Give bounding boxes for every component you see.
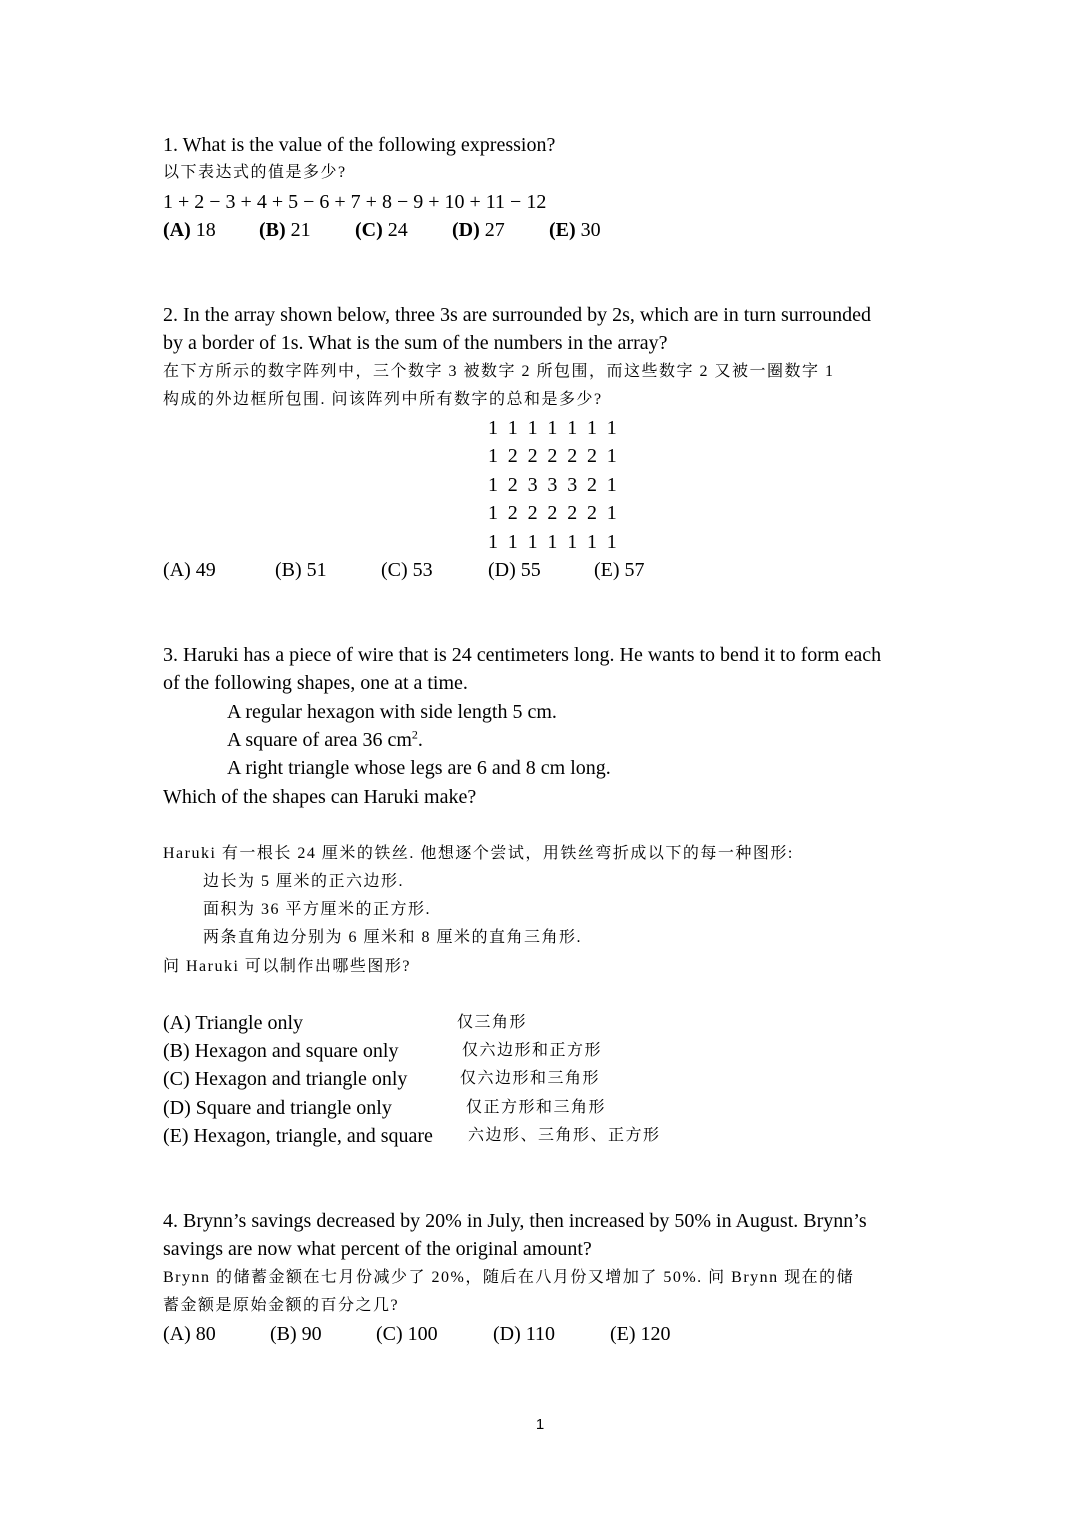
q2-option-e: (E) 57 [594,559,645,581]
q1-option-b: (B) 21 [259,219,311,241]
q4-zh2: 蓄金额是原始金额的百分之几? [163,1297,400,1314]
q3-shape-triangle: A right triangle whose legs are 6 and 8 cm long. [227,757,611,779]
q4-line2: savings are now what percent of the original amount? [163,1238,592,1260]
q1-option-a: (A) 18 [163,219,216,241]
q3-question: Which of the shapes can Haruki make? [163,786,477,808]
q3-line1: 3. Haruki has a piece of wire that is 24 centimeters long. He wants to bend it to form each [163,644,882,666]
q4-option-c: (C) 100 [376,1323,438,1345]
q1-text-zh: 以下表达式的值是多少? [163,164,347,181]
q2-line2: by a border of 1s. What is the sum of the numbers in the array? [163,332,668,354]
q3-zh-shape3: 两条直角边分别为 6 厘米和 8 厘米的直角三角形. [203,929,583,946]
q2-array-row: 1 1 1 1 1 1 1 [488,417,620,439]
q4-zh1: Brynn 的储蓄金额在七月份减少了 20%，随后在八月份又增加了 50%. 问 Brynn 现在的储 [163,1269,855,1286]
q3-zh-shape1: 边长为 5 厘米的正六边形. [203,873,405,890]
q3-zh-question: 问 Haruki 可以制作出哪些图形? [163,958,412,975]
q1-option-c: (C) 24 [355,219,408,241]
q2-array-row: 1 2 3 3 3 2 1 [488,474,620,496]
q4-option-e: (E) 120 [610,1323,671,1345]
q3-zh-shape2: 面积为 36 平方厘米的正方形. [203,901,432,918]
q2-line1: 2. In the array shown below, three 3s are surrounded by 2s, which are in turn surrounded [163,304,871,326]
q2-option-d: (D) 55 [488,559,541,581]
q2-option-c: (C) 53 [381,559,433,581]
q2-array-row: 1 2 2 2 2 2 1 [488,445,620,467]
q3-shape-hexagon: A regular hexagon with side length 5 cm. [227,701,557,723]
q4-option-d: (D) 110 [493,1323,556,1345]
q3-shape-square: A square of area 36 $cm^2$. [227,727,423,751]
q3-zh-intro: Haruki 有一根长 24 厘米的铁丝. 他想逐个尝试，用铁丝弯折成以下的每一种图形: [163,845,794,862]
q2-zh1: 在下方所示的数字阵列中，三个数字 3 被数字 2 所包围，而这些数字 2 又被一圈数字 1 [163,363,835,380]
q2-array-row: 1 1 1 1 1 1 1 [488,531,620,553]
q1-text-en: 1. What is the value of the following expression? [163,134,556,156]
exam-page: 1. What is the value of the following expression? 以下表达式的值是多少? 1 + 2 − 3 + 4 + 5 − 6 + 7 + 8 − 9 + 10 + 11 − 12 (A) 18 (B) 21 (C) 24 (D) 27 (E) 30 2. In the array shown below, three 3s are surrounded by 2s, which are in turn surrounded by a border of 1s. What is the sum of the numbers in the array? 在下方所示的数字阵列中，三个数字 3 被数字 2 所包围，而这些数字 2 又被一圈数字 1 构成的外边框所包围. 问该阵列中所有数字的总和是多少? 1 1 1 1 1 1 1 1 2 2 2 2 2 1 1 2 3 3 3 2 1 1 2 2 2 2 2 1 1 1 1 1 1 1 1 (A) 49 (B) 51 (C) 53 (D) 55 (E) 57 3. Haruki has a piece of wire that is 24 centimeters long. He wants to bend it to form each of the following shapes, one at a time. A regular hexagon with side length 5 cm. A square of area 36 $cm^2$. A right triangle whose legs are 6 and 8 cm long. Which of the shapes can Haruki make? Haruki 有一根长 24 厘米的铁丝. 他想逐个尝试，用铁丝弯折成以下的每一种图形: 边长为 5 厘米的正六边形. 面积为 36 平方厘米的正方形. 两条直角边分别为 6 厘米和 8 厘米的直角三角形. 问 Haruki 可以制作出哪些图形? (A) Triangle only 仅三角形 (B) Hexagon and square only 仅六边形和正方形 (C) Hexagon and triangle only 仅六边形和三角形 (D) Square and triangle only 仅正方形和三角形 (E) Hexagon, triangle, and square 六边形、三角形、正方形 4. Brynn’s savings decreased by 20% in July, then increased by 50% in August. Brynn’s savings are now what percent of the original amount? Brynn 的储蓄金额在七月份减少了 20%，随后在八月份又增加了 50%. 问 Brynn 现在的储 蓄金额是原始金额的百分之几? (A) 80 (B) 90 (C) 100 (D) 110 (E) 120 1 [0,0,1080,1528]
q2-zh2: 构成的外边框所包围. 问该阵列中所有数字的总和是多少? [163,391,603,408]
q4-line1: 4. Brynn’s savings decreased by 20% in July, then increased by 50% in August. Brynn’s [163,1210,867,1232]
q2-array-row: 1 2 2 2 2 2 1 [488,502,620,524]
q1-expression: 1 + 2 − 3 + 4 + 5 − 6 + 7 + 8 − 9 + 10 + 11 − 12 [163,191,547,213]
q1-option-e: (E) 30 [549,219,601,241]
q4-option-a: (A) 80 [163,1323,216,1345]
q1-option-d: (D) 27 [452,219,505,241]
page-number: 1 [535,1416,545,1433]
q2-option-a: (A) 49 [163,559,216,581]
q4-option-b: (B) 90 [270,1323,322,1345]
q3-line2: of the following shapes, one at a time. [163,672,468,694]
q2-option-b: (B) 51 [275,559,327,581]
